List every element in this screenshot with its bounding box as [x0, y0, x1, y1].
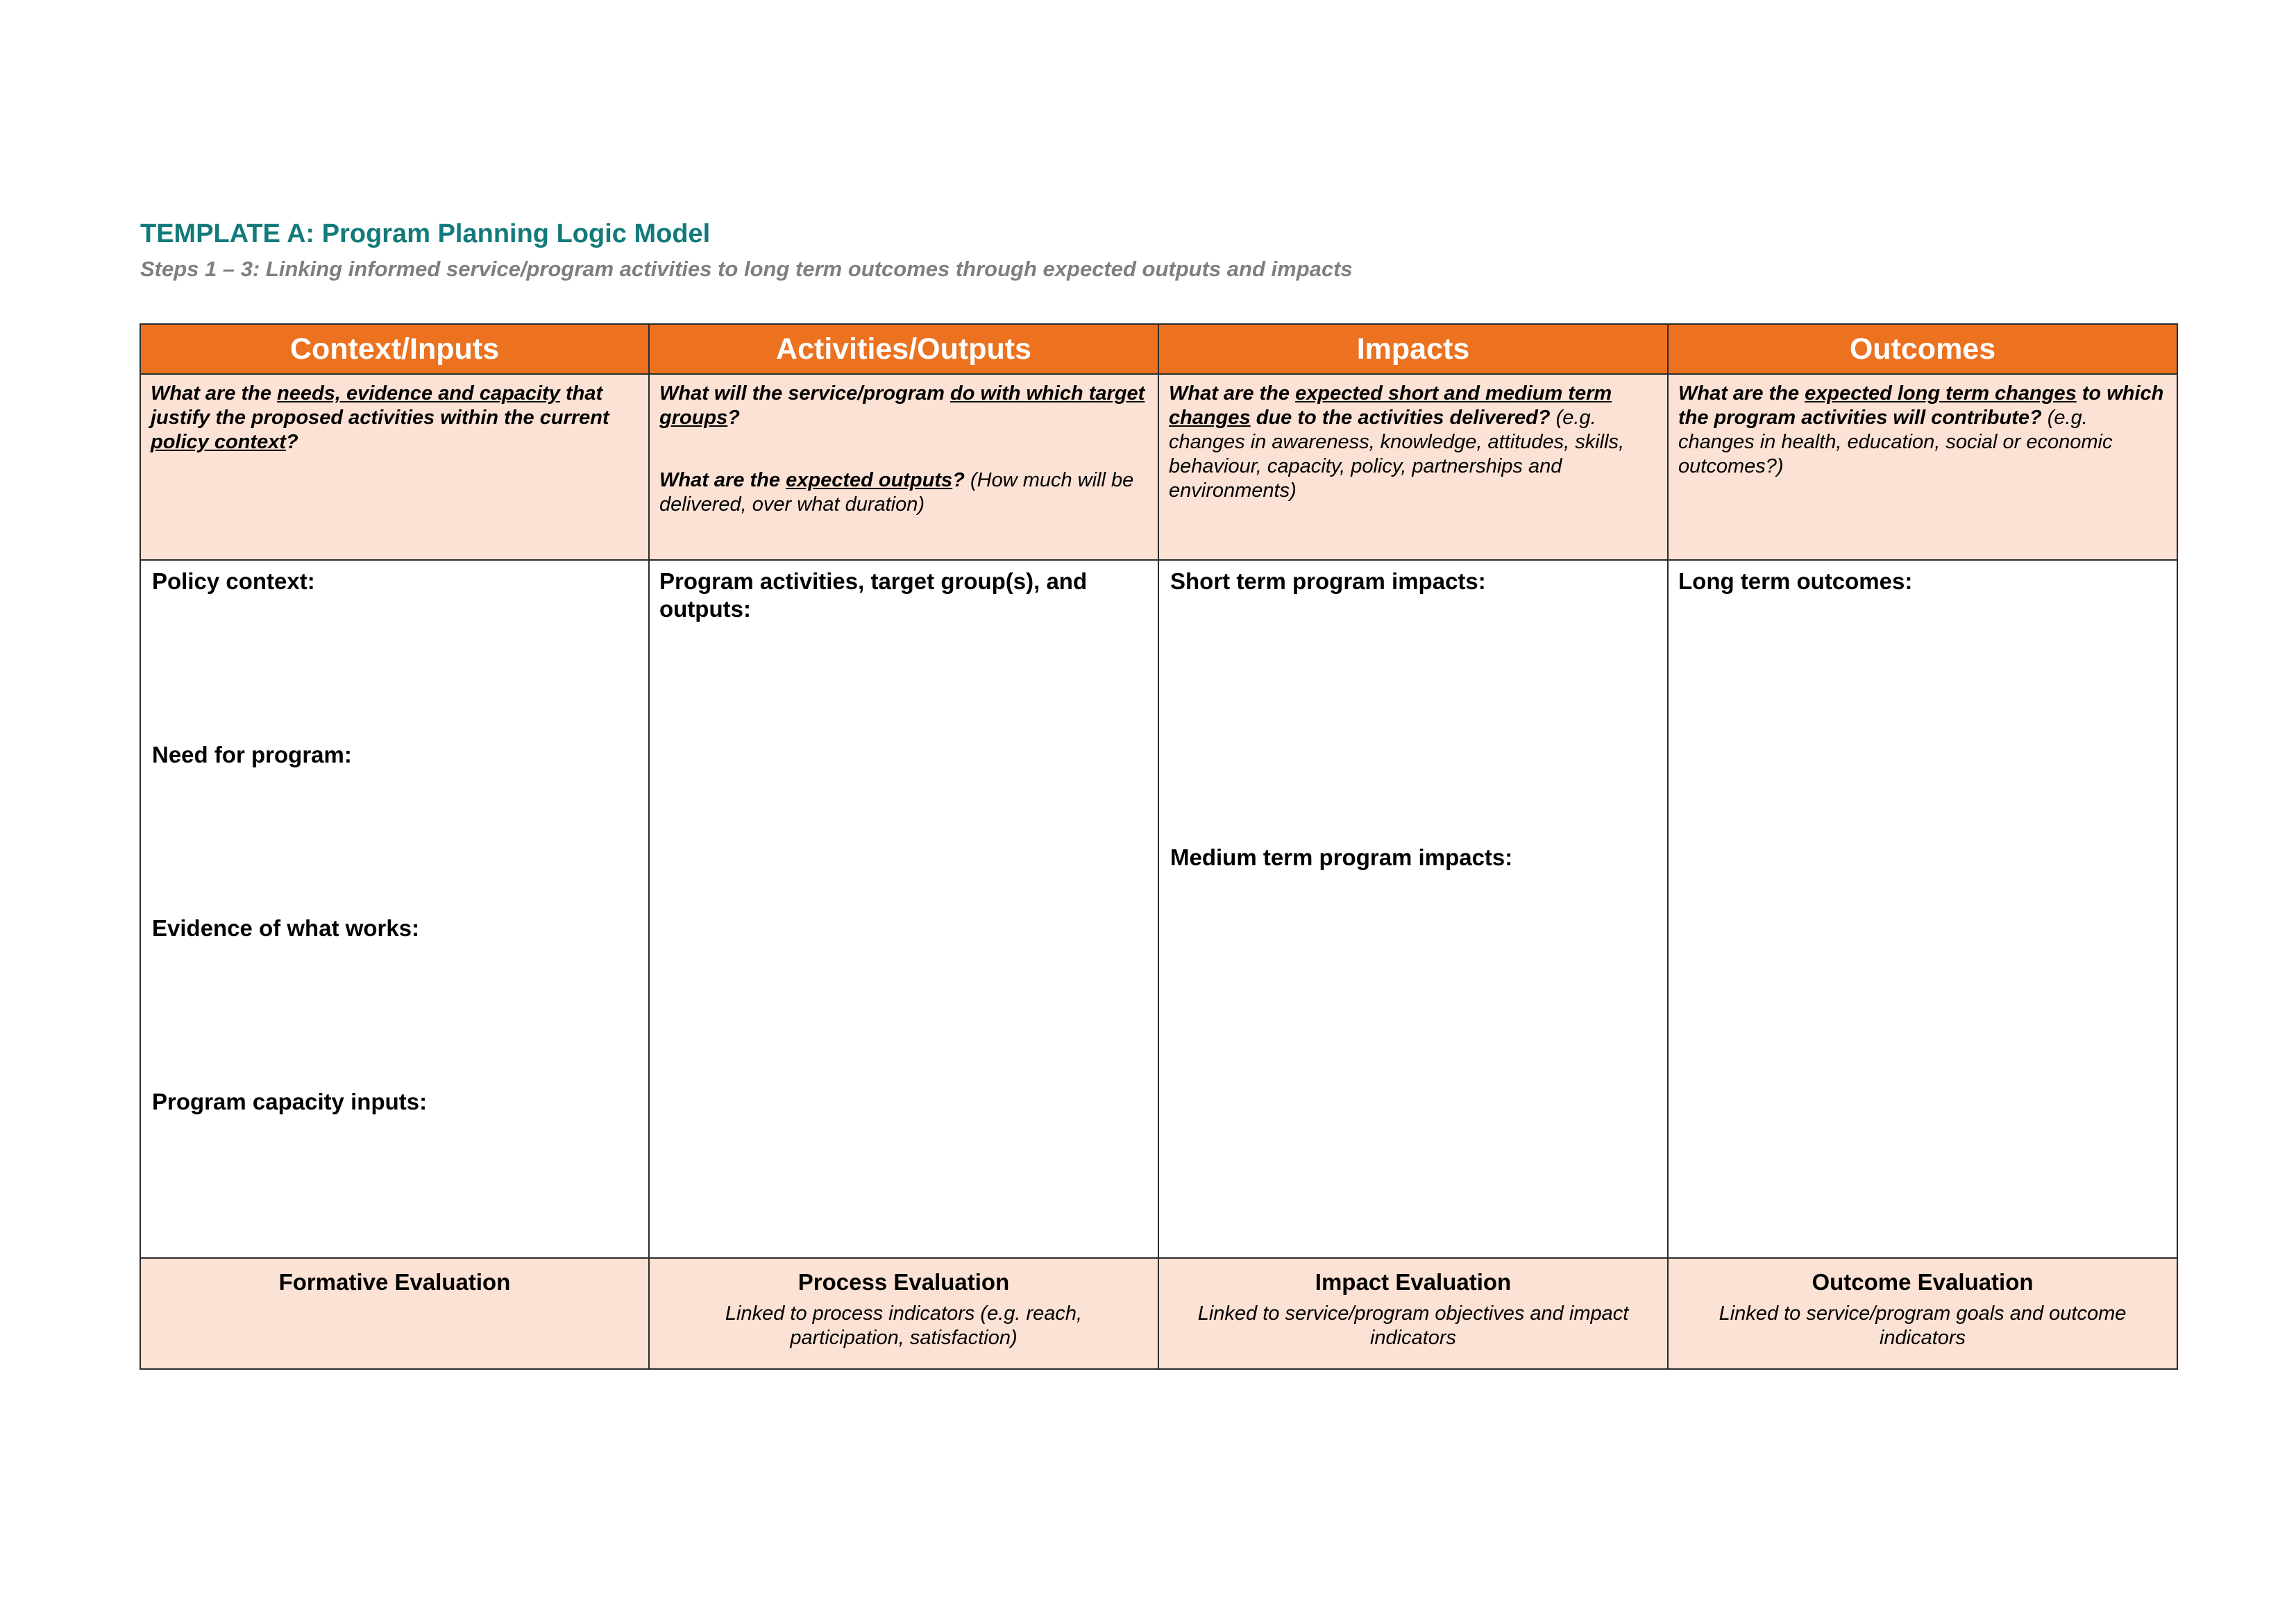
- need-for-program-label: Need for program:: [152, 742, 352, 767]
- impacts-q-underline: expected short and medium term changes: [1169, 382, 1612, 429]
- column-header-activities: Activities/Outputs: [649, 324, 1158, 374]
- medium-term-impacts-label: Medium term program impacts:: [1170, 844, 1513, 870]
- column-header-impacts: Impacts: [1158, 324, 1668, 374]
- page-subtitle: Steps 1 – 3: Linking informed service/program activities to long term outcomes through expected outputs and impacts: [140, 257, 1353, 281]
- content-cell-outcomes[interactable]: [1668, 560, 2177, 1258]
- question-cell-outcomes: [1668, 374, 2177, 560]
- column-header-row: [140, 324, 2177, 374]
- outcomes-q-text: What are the: [1678, 382, 1805, 405]
- evaluation-cell-outcome: [1668, 1258, 2177, 1369]
- evaluation-row: [140, 1258, 2177, 1369]
- question-cell-context: [140, 374, 649, 560]
- content-cell-context[interactable]: [140, 560, 649, 1258]
- content-row: [140, 560, 2177, 1258]
- evidence-label: Evidence of what works:: [152, 915, 420, 941]
- impact-evaluation-desc: Linked to service/program objectives and impact indicators: [1197, 1302, 1629, 1349]
- outcomes-q-note: (e.g. changes in health, education, social or economic outcomes?): [1678, 407, 2113, 477]
- activities-q-text: ?: [952, 469, 965, 491]
- outcome-evaluation-desc: Linked to service/program goals and outcome indicators: [1719, 1302, 2127, 1349]
- evaluation-cell-formative: [140, 1258, 649, 1369]
- context-q-underline: needs, evidence and capacity: [277, 382, 560, 405]
- question-row: [140, 374, 2177, 560]
- evaluation-cell-process: [649, 1258, 1158, 1369]
- activities-question-a: [659, 382, 1148, 430]
- content-cell-activities[interactable]: [649, 560, 1158, 1258]
- impacts-q-text: What are the: [1169, 382, 1296, 405]
- question-cell-activities: [649, 374, 1158, 560]
- activities-q-underline: expected outputs: [786, 469, 953, 491]
- activities-q-text: ?: [727, 407, 740, 429]
- activities-question-b: [659, 468, 1148, 517]
- page-title: TEMPLATE A: Program Planning Logic Model: [140, 219, 711, 248]
- activities-q-text: What will the service/program: [659, 382, 950, 405]
- impacts-question: [1159, 375, 1667, 510]
- context-question: [141, 375, 648, 461]
- logic-model-table: [140, 323, 2178, 1370]
- context-q-text: What are the: [151, 382, 278, 405]
- activities-label: Program activities, target group(s), and outputs:: [659, 568, 1088, 622]
- spacer: [659, 430, 1148, 468]
- process-evaluation-desc: Linked to process indicators (e.g. reach, participation, satisfaction): [725, 1302, 1083, 1349]
- impact-evaluation-title: Impact Evaluation: [1315, 1269, 1512, 1295]
- outcome-evaluation-title: Outcome Evaluation: [1812, 1269, 2034, 1295]
- impacts-q-text: due to the activities delivered?: [1250, 407, 1551, 429]
- policy-context-label: Policy context:: [152, 568, 315, 594]
- context-q-underline: policy context: [151, 431, 286, 453]
- evaluation-cell-impact: [1158, 1258, 1668, 1369]
- column-header-context: Context/Inputs: [140, 324, 649, 374]
- activities-q-underline: do with which target groups: [659, 382, 1145, 429]
- outcomes-q-text: to which the program activities will contribute?: [1678, 382, 2164, 429]
- long-term-outcomes-label: Long term outcomes:: [1678, 568, 1913, 594]
- activities-q-text: What are the: [659, 469, 786, 491]
- capacity-inputs-label: Program capacity inputs:: [152, 1089, 428, 1114]
- activities-q-note: (How much will be delivered, over what duration): [659, 469, 1134, 516]
- short-term-impacts-label: Short term program impacts:: [1170, 568, 1486, 594]
- question-cell-impacts: [1158, 374, 1668, 560]
- column-header-outcomes: Outcomes: [1668, 324, 2177, 374]
- formative-evaluation-title: Formative Evaluation: [278, 1269, 511, 1295]
- outcomes-q-underline: expected long term changes: [1805, 382, 2077, 405]
- context-q-text: that justify the proposed activities within the current: [151, 382, 609, 429]
- content-cell-impacts[interactable]: [1158, 560, 1668, 1258]
- outcomes-question: [1669, 375, 2177, 486]
- process-evaluation-title: Process Evaluation: [797, 1269, 1010, 1295]
- impacts-q-note: (e.g. changes in awareness, knowledge, attitudes, skills, behaviour, capacity, policy, partnerships and environments): [1169, 407, 1625, 502]
- activities-question: [650, 375, 1158, 524]
- context-q-text: ?: [286, 431, 298, 453]
